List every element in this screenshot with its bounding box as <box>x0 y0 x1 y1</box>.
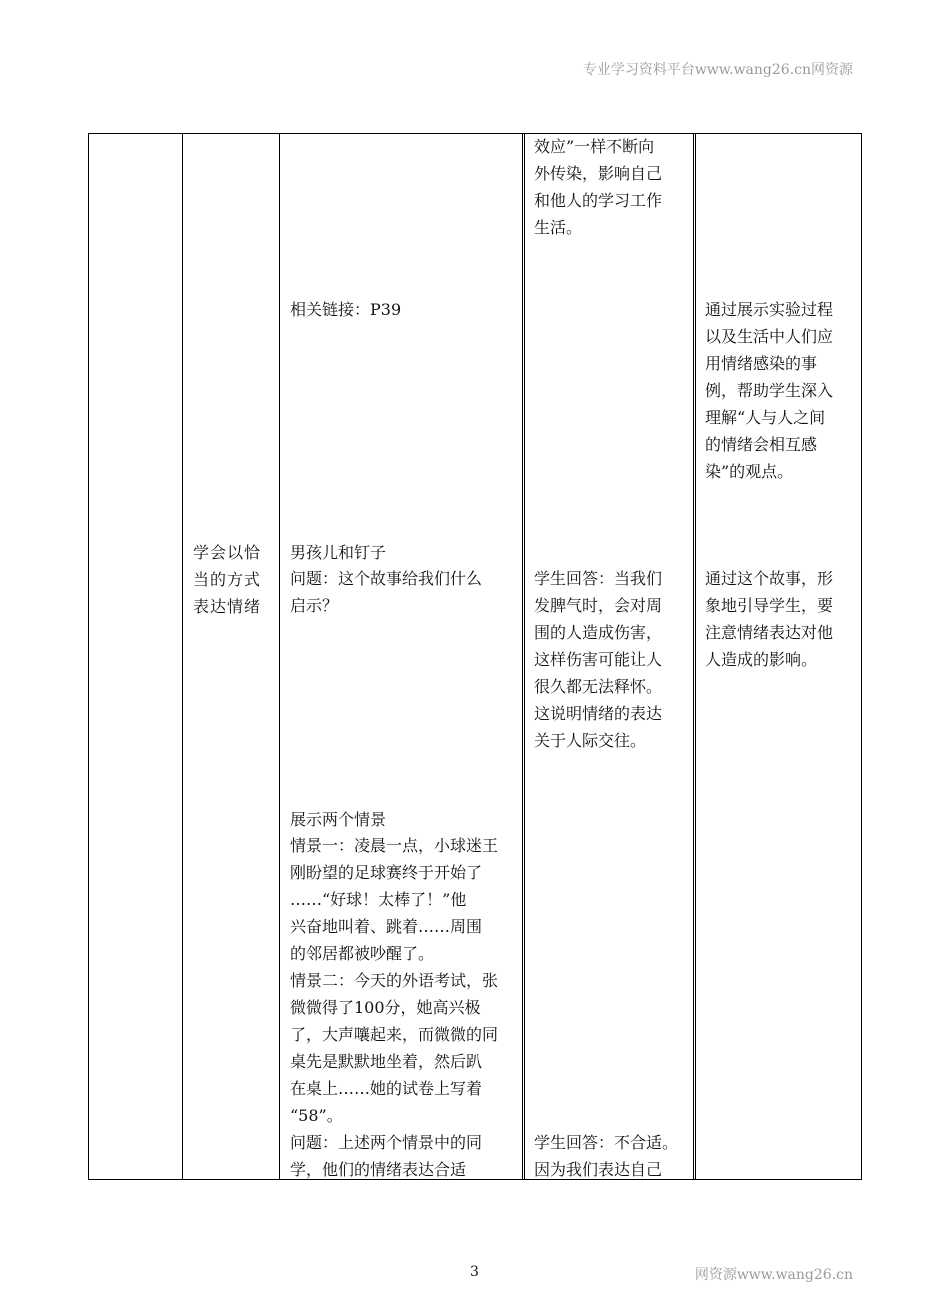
table-column-divider-3 <box>522 133 525 1180</box>
contagion-continuation-text: 效应”一样不断向 外传染，影响自己 和他人的学习工作 生活。 <box>534 137 663 237</box>
page-number: 3 <box>470 1264 479 1280</box>
footer-site-note: 网资源www.wang26.cn <box>694 1267 853 1283</box>
scenes-title: 展示两个情景 <box>290 810 387 829</box>
scene-one-text: 情景一：凌晨一点，小球迷王 刚盼望的足球赛终于开始了 ……“好球！太棒了！”他 兴奋地叫着、跳着……周围 的邻居都被吵醒了。 <box>290 836 499 963</box>
story-intent-text: 通过这个故事，形 象地引导学生，要 注意情绪表达对他 人造成的影响。 <box>705 569 834 669</box>
experiment-intent-text: 通过展示实验过程 以及生活中人们应 用情绪感染的事 例，帮助学生深入 理解“人与人之间 的情绪会相互感 染”的观点。 <box>705 300 834 481</box>
table-column-divider-4 <box>693 133 696 1180</box>
header-site-note: 专业学习资料平台www.wang26.cn网资源 <box>582 62 853 78</box>
scenes-student-answer: 学生回答：不合适。 因为我们表达自己 <box>534 1133 679 1179</box>
table-column-divider-2 <box>279 133 280 1180</box>
table-column-divider-1 <box>182 133 183 1180</box>
story-question: 问题：这个故事给我们什么 启示？ <box>290 569 483 615</box>
story-student-answer: 学生回答：当我们 发脾气时，会对周 围的人造成伤害， 这样伤害可能让人 很久都无法释怀。 这说明情绪的表达 关于人际交往。 <box>534 569 663 750</box>
related-link-text: 相关链接：P39 <box>290 300 402 319</box>
story-title: 男孩儿和钉子 <box>290 543 387 562</box>
scenes-question: 问题：上述两个情景中的同 学，他们的情绪表达合适 <box>290 1133 483 1179</box>
scene-two-text: 情景二：今天的外语考试，张 微微得了100分，她高兴极 了，大声嚷起来，而微微的同 桌先是默默地坐着，然后趴 在桌上……她的试卷上写着 “58”。 <box>290 971 499 1125</box>
topic-cell: 学会以恰 当的方式 表达情绪 <box>193 543 262 616</box>
